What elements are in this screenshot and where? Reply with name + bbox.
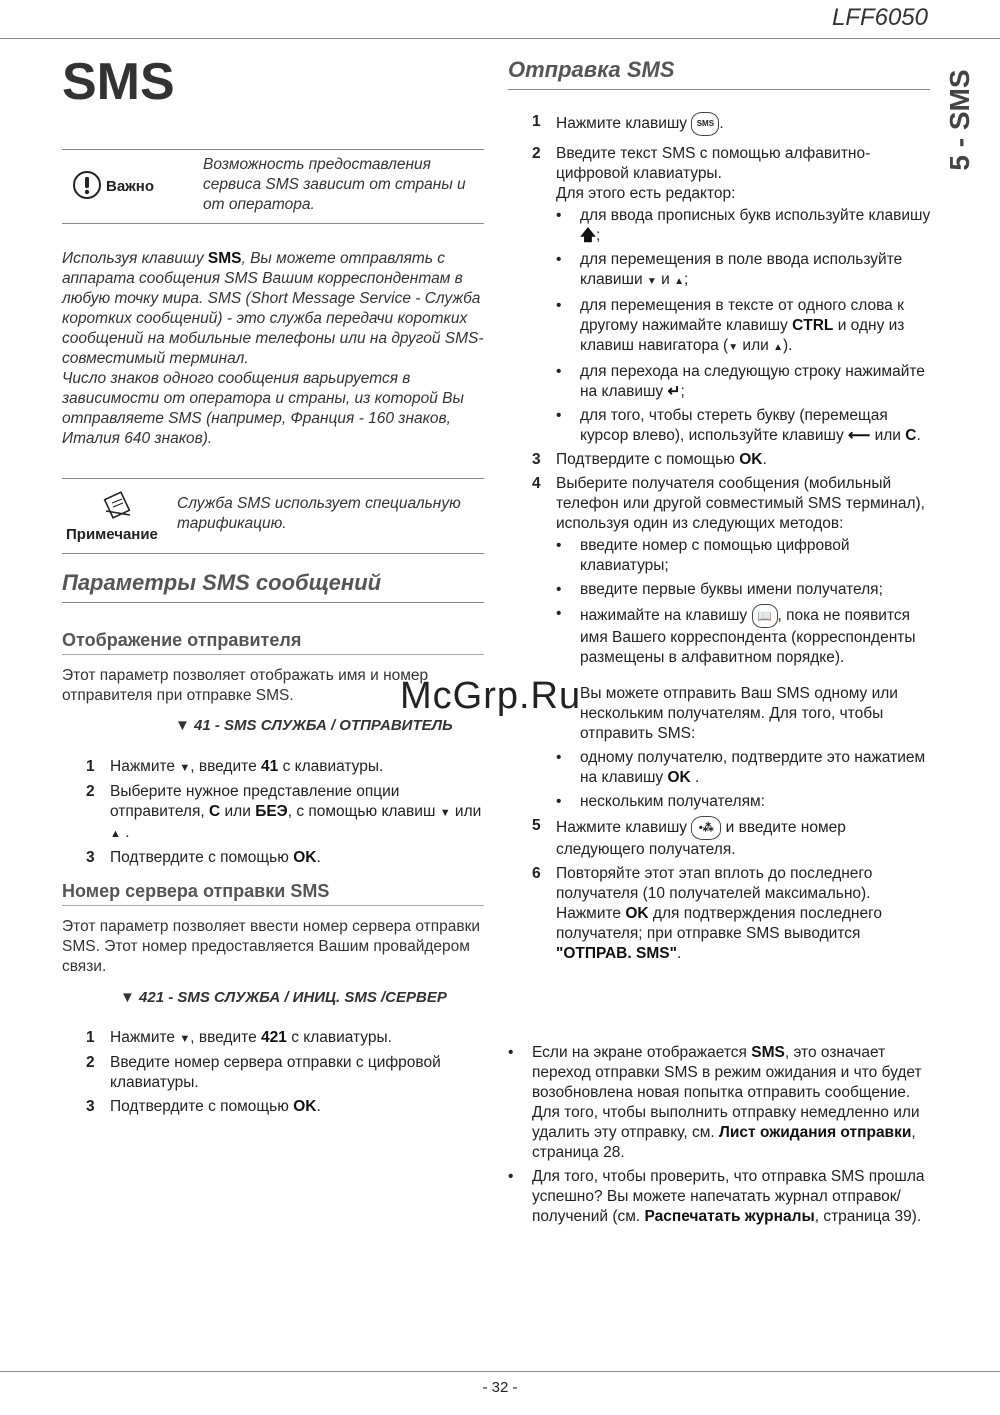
step-text: Нажмите bbox=[110, 758, 176, 775]
server-heading: Номер сервера отправки SMS bbox=[62, 881, 330, 901]
params-heading: Параметры SMS сообщений bbox=[62, 570, 382, 595]
menu-down-icon: ▼ bbox=[120, 989, 135, 1006]
bullet-text: введите номер с помощью цифровой клавиатуры; bbox=[580, 537, 850, 574]
bullet-text: одному получателю, подтвердите это нажатием на клавишу bbox=[580, 749, 926, 786]
sms-display: SMS bbox=[751, 1044, 785, 1061]
footnote-text: Для того, чтобы проверить, что отправка SMS прошла успешно? Вы можете напечатать журнал отправок/получений (см. bbox=[532, 1168, 925, 1225]
option-value: БЕЭ bbox=[255, 803, 288, 820]
menu-number: 41 bbox=[261, 758, 279, 775]
footnote-text: , страница 39). bbox=[814, 1208, 922, 1225]
send-step-4: 4 Выберите получателя сообщения (мобильный телефон или другой совместимый SMS терминал), используя один из следующих методов: • введите номер с помощью цифровой клавиатуры; • введите первые буквы имени получателя; • нажимайте на клавишу 📖 , пока не появится имя Вашего корреспондента (корреспонденты размещены в алфавитном порядке). Вы можете отправить Ваш SMS одному или нескольким получателям. Для того, чтобы отправить SMS: • одному получателю, подтвердите это нажатием на клавишу OK . • нескольким получателям: bbox=[532, 474, 932, 812]
sender-menu-text: 41 - SMS СЛУЖБА / ОТПРАВИТЕЛЬ bbox=[194, 717, 453, 734]
sender-heading: Отображение отправителя bbox=[62, 630, 302, 650]
step-text: Подтвердите с помощью bbox=[556, 451, 735, 468]
recipient-count-options bbox=[556, 748, 932, 812]
bullet-text: и bbox=[661, 271, 670, 288]
sender-desc: Этот параметр позволяет отображать имя и номер отправителя при отправке SMS. bbox=[62, 667, 429, 704]
recipient-methods bbox=[556, 536, 932, 668]
step-text: , введите bbox=[190, 758, 257, 775]
step-text: Выберите нужное представление опции отправителя, bbox=[110, 783, 400, 820]
note-box bbox=[62, 478, 484, 554]
chapter-tab-label: 5 - SMS bbox=[944, 69, 975, 171]
option-single: • одному получателю, подтвердите это нажатием на клавишу OK . bbox=[556, 748, 932, 788]
down-key-icon: ▼ bbox=[179, 1033, 191, 1045]
sender-heading-rule bbox=[62, 654, 484, 655]
bullet-text: или bbox=[874, 427, 901, 444]
step-text: с клавиатуры. bbox=[282, 758, 384, 775]
ok-key: OK bbox=[739, 451, 763, 468]
send-steps bbox=[532, 112, 932, 968]
editor-bullets bbox=[556, 206, 932, 446]
sender-step-1: 1 Нажмите ▼, введите 41 с клавиатуры. bbox=[86, 758, 384, 775]
shift-key-icon: 🡅 bbox=[580, 227, 596, 244]
footnote-text: , страница 28. bbox=[532, 1124, 916, 1161]
down-key-icon: ▼ bbox=[179, 762, 191, 774]
intro-p2: Число знаков одного сообщения варьируется в зависимости от оператора и страны, из которой Вы отправляете SMS (например, Франция - 160 знаков, Италия 640 знаков). bbox=[62, 370, 464, 447]
page-title: SMS bbox=[62, 53, 175, 111]
chapter-tab bbox=[930, 60, 990, 200]
bullet-text: для того, чтобы стереть букву (перемещая курсор влево), используйте клавишу bbox=[580, 407, 888, 444]
bullet-text: , пока не появится имя Вашего корреспондента (корреспонденты размещены в алфавитном порядке). bbox=[580, 607, 916, 666]
bullet-text: и одну из клавиш навигатора ( bbox=[580, 317, 905, 354]
backspace-key-icon: ⟵ bbox=[848, 427, 871, 444]
note-text: Служба SMS использует специальную тарификацию. bbox=[177, 495, 461, 532]
send-heading: Отправка SMS bbox=[508, 57, 675, 82]
footnote-text: Если на экране отображается bbox=[532, 1044, 747, 1061]
step-text: Нажмите клавишу bbox=[556, 115, 688, 133]
enter-key-icon: ↵ bbox=[667, 383, 681, 400]
menu-number: 421 bbox=[261, 1029, 287, 1046]
important-text: Возможность предоставления сервиса SMS зависит от страны и от оператора. bbox=[203, 156, 466, 213]
send-heading-rule bbox=[508, 89, 930, 90]
bullet-text: нажимайте на клавишу bbox=[580, 607, 748, 625]
sms-key-icon: SMS bbox=[691, 112, 719, 136]
footer-divider bbox=[0, 1371, 1000, 1372]
menu-down-icon: ▼ bbox=[175, 717, 190, 734]
bullet-text: для перехода на следующую строку нажимайте на клавишу bbox=[580, 363, 925, 400]
c-key: C bbox=[905, 427, 917, 444]
add-recipient-key-icon: •⁂ bbox=[691, 816, 721, 840]
step-text: или bbox=[224, 803, 251, 820]
link-pending-list[interactable]: Лист ожидания отправки bbox=[719, 1124, 912, 1141]
server-menu-text: 421 - SMS СЛУЖБА / ИНИЦ. SMS /СЕРВЕР bbox=[139, 989, 447, 1006]
send-step-5: 5 Нажмите клавишу •⁂ и введите номер следующего получателя. bbox=[532, 817, 846, 858]
note-icon bbox=[102, 489, 134, 519]
editor-bullet-caps: • для ввода прописных букв используйте клавишу 🡅; bbox=[556, 206, 932, 246]
ok-key: OK bbox=[293, 1098, 317, 1115]
bullet-text: нескольким получателям: bbox=[580, 793, 765, 810]
down-key-icon: ▼ bbox=[728, 342, 739, 353]
bullet-text: для перемещения в тексте от одного слова к другому нажимайте клавишу bbox=[580, 297, 904, 334]
sms-key-ref: SMS bbox=[207, 250, 242, 267]
step-text: для подтверждения последнего получателя; при отправке SMS выводится bbox=[556, 905, 883, 942]
step-text: , с помощью клавиш bbox=[287, 803, 436, 820]
send-step-1: 1 Нажмите клавишу SMS . bbox=[532, 112, 932, 136]
option-multiple bbox=[556, 792, 932, 812]
step-text: Введите номер сервера отправки с цифровой клавиатуры. bbox=[110, 1054, 441, 1091]
send-step-3: 3 Подтвердите с помощью OK. bbox=[532, 451, 767, 468]
editor-bullet-word: • для перемещения в тексте от одного слова к другому нажимайте клавишу CTRL и одну из клавиш навигатора (▼ или ▲). bbox=[556, 296, 932, 358]
warning-icon bbox=[72, 170, 102, 200]
bullet-text: для перемещения в поле ввода используйте клавиши bbox=[580, 251, 903, 288]
params-heading-rule bbox=[62, 602, 484, 603]
footnote-logs bbox=[508, 1167, 928, 1227]
footnote-text: , это означает переход отправки SMS в режим ожидания и что будет возобновлена новая попытка отправить сообщение. Для того, чтобы выполнить отправку немедленно или удалить эту отправку, см. bbox=[532, 1044, 922, 1141]
multi-recipient-text: Вы можете отправить Ваш SMS одному или нескольким получателям. Для того, чтобы отправить SMS: bbox=[580, 685, 898, 742]
server-heading-rule bbox=[62, 905, 484, 906]
option-value: С bbox=[209, 803, 221, 820]
editor-bullet-delete: • для того, чтобы стереть букву (перемещая курсор влево), используйте клавишу ⟵ или C. bbox=[556, 406, 932, 446]
server-step-2: 2 Введите номер сервера отправки с цифровой клавиатуры. bbox=[86, 1054, 441, 1091]
watermark: McGrp.Ru bbox=[400, 675, 582, 717]
bullet-text: введите первые буквы имени получателя; bbox=[580, 581, 883, 598]
footnotes bbox=[508, 1043, 928, 1231]
step-text: Подтвердите с помощью bbox=[110, 1098, 289, 1115]
page-number: - 32 - bbox=[482, 1379, 518, 1396]
footnote-pending bbox=[508, 1043, 928, 1163]
method-letters bbox=[556, 580, 932, 600]
directory-key-icon: 📖 bbox=[752, 604, 778, 628]
method-directory bbox=[556, 604, 932, 668]
step-text: или bbox=[454, 803, 482, 820]
display-message: "ОТПРАВ. SMS" bbox=[556, 945, 677, 962]
editor-bullet-move: • для перемещения в поле ввода используйте клавиши ▼ и ▲; bbox=[556, 250, 932, 292]
intro-text bbox=[62, 249, 487, 449]
sender-menu-path bbox=[175, 716, 453, 736]
up-key-icon: ▲ bbox=[110, 828, 121, 840]
up-key-icon: ▲ bbox=[674, 276, 685, 287]
step-text: Выберите получателя сообщения (мобильный телефон или другой совместимый SMS терминал), используя один из следующих методов: bbox=[556, 475, 925, 532]
step-text: Нажмите клавишу bbox=[556, 819, 688, 837]
sender-step-3: 3 Подтвердите с помощью OK. bbox=[86, 849, 321, 866]
ok-key: OK bbox=[667, 769, 691, 786]
sender-step-2: 2 Выберите нужное представление опции отправителя, С или БЕЭ, с помощью клавиш ▼ или ▲ . bbox=[86, 783, 482, 841]
editor-bullet-newline: • для перехода на следующую строку нажимайте на клавишу ↵; bbox=[556, 362, 932, 402]
header-divider bbox=[0, 38, 1000, 39]
note-label: Примечание bbox=[66, 526, 158, 543]
link-print-logs[interactable]: Распечатать журналы bbox=[644, 1208, 815, 1225]
sender-steps bbox=[86, 757, 486, 872]
step-text: Повторяйте этот этап вплоть до последнего получателя (10 получателей максимально). Нажмите bbox=[556, 865, 873, 922]
up-key-icon: ▲ bbox=[773, 342, 783, 353]
bullet-text: или bbox=[742, 337, 769, 354]
server-step-1: 1 Нажмите ▼, введите 421 с клавиатуры. bbox=[86, 1029, 392, 1046]
important-label: Важно bbox=[106, 178, 155, 195]
down-key-icon: ▼ bbox=[646, 276, 657, 287]
step-text: Нажмите bbox=[110, 1029, 176, 1046]
server-menu-path bbox=[120, 988, 447, 1008]
step-text: Введите текст SMS с помощью алфавитно-цифровой клавиатуры. bbox=[556, 145, 871, 182]
model-name: LFF6050 bbox=[831, 4, 928, 31]
send-step-list bbox=[532, 112, 932, 964]
server-steps bbox=[86, 1028, 486, 1121]
intro-p1: Используя клавишу bbox=[62, 250, 208, 267]
step-text: и введите номер следующего получателя. bbox=[556, 819, 846, 858]
server-desc: Этот параметр позволяет ввести номер сервера отправки SMS. Этот номер предоставляется Вашим провайдером связи. bbox=[62, 918, 481, 975]
ctrl-key: CTRL bbox=[792, 317, 834, 334]
ok-key: OK bbox=[293, 849, 317, 866]
send-step-2: 2 Введите текст SMS с помощью алфавитно-цифровой клавиатуры. Для этого есть редактор: • для ввода прописных букв используйте клавишу 🡅; • для перемещения в поле ввода используйте клавиши ▼ и ▲; • для перемещения в тексте от одного слова к другому нажимайте клавишу CTRL и одну из клавиш навигатора (▼ или ▲). • для перехода на следующую строку нажимайте на клавишу ↵; • для того, чтобы стереть букву (перемещая курсор влево), используйте клавишу ⟵ или C. bbox=[532, 144, 932, 446]
bullet-text: для ввода прописных букв используйте клавишу bbox=[580, 207, 931, 224]
method-keypad bbox=[556, 536, 932, 576]
step-text: , введите bbox=[190, 1029, 257, 1046]
important-box bbox=[62, 149, 484, 224]
intro-p1b: , Вы можете отправлять с аппарата сообщения SMS Вашим корреспондентам в любую точку мира. SMS (Short Message Service - Служба коротких сообщений) - это служба передачи коротких сообщений на мобильные телефоны или на другой SMS-совместимый терминал. bbox=[62, 250, 484, 367]
server-step-3: 3 Подтвердите с помощью OK. bbox=[86, 1098, 321, 1115]
step-text: Для этого есть редактор: bbox=[556, 185, 736, 202]
down-key-icon: ▼ bbox=[439, 807, 451, 819]
step-text: с клавиатуры. bbox=[291, 1029, 392, 1046]
send-step-6: 6 Повторяйте этот этап вплоть до последнего получателя (10 получателей максимально). Нажмите OK для подтверждения последнего получателя; при отправке SMS выводится "ОТПРАВ. SMS". bbox=[532, 865, 883, 962]
step-text: Подтвердите с помощью bbox=[110, 849, 289, 866]
ok-key: OK bbox=[625, 905, 649, 922]
